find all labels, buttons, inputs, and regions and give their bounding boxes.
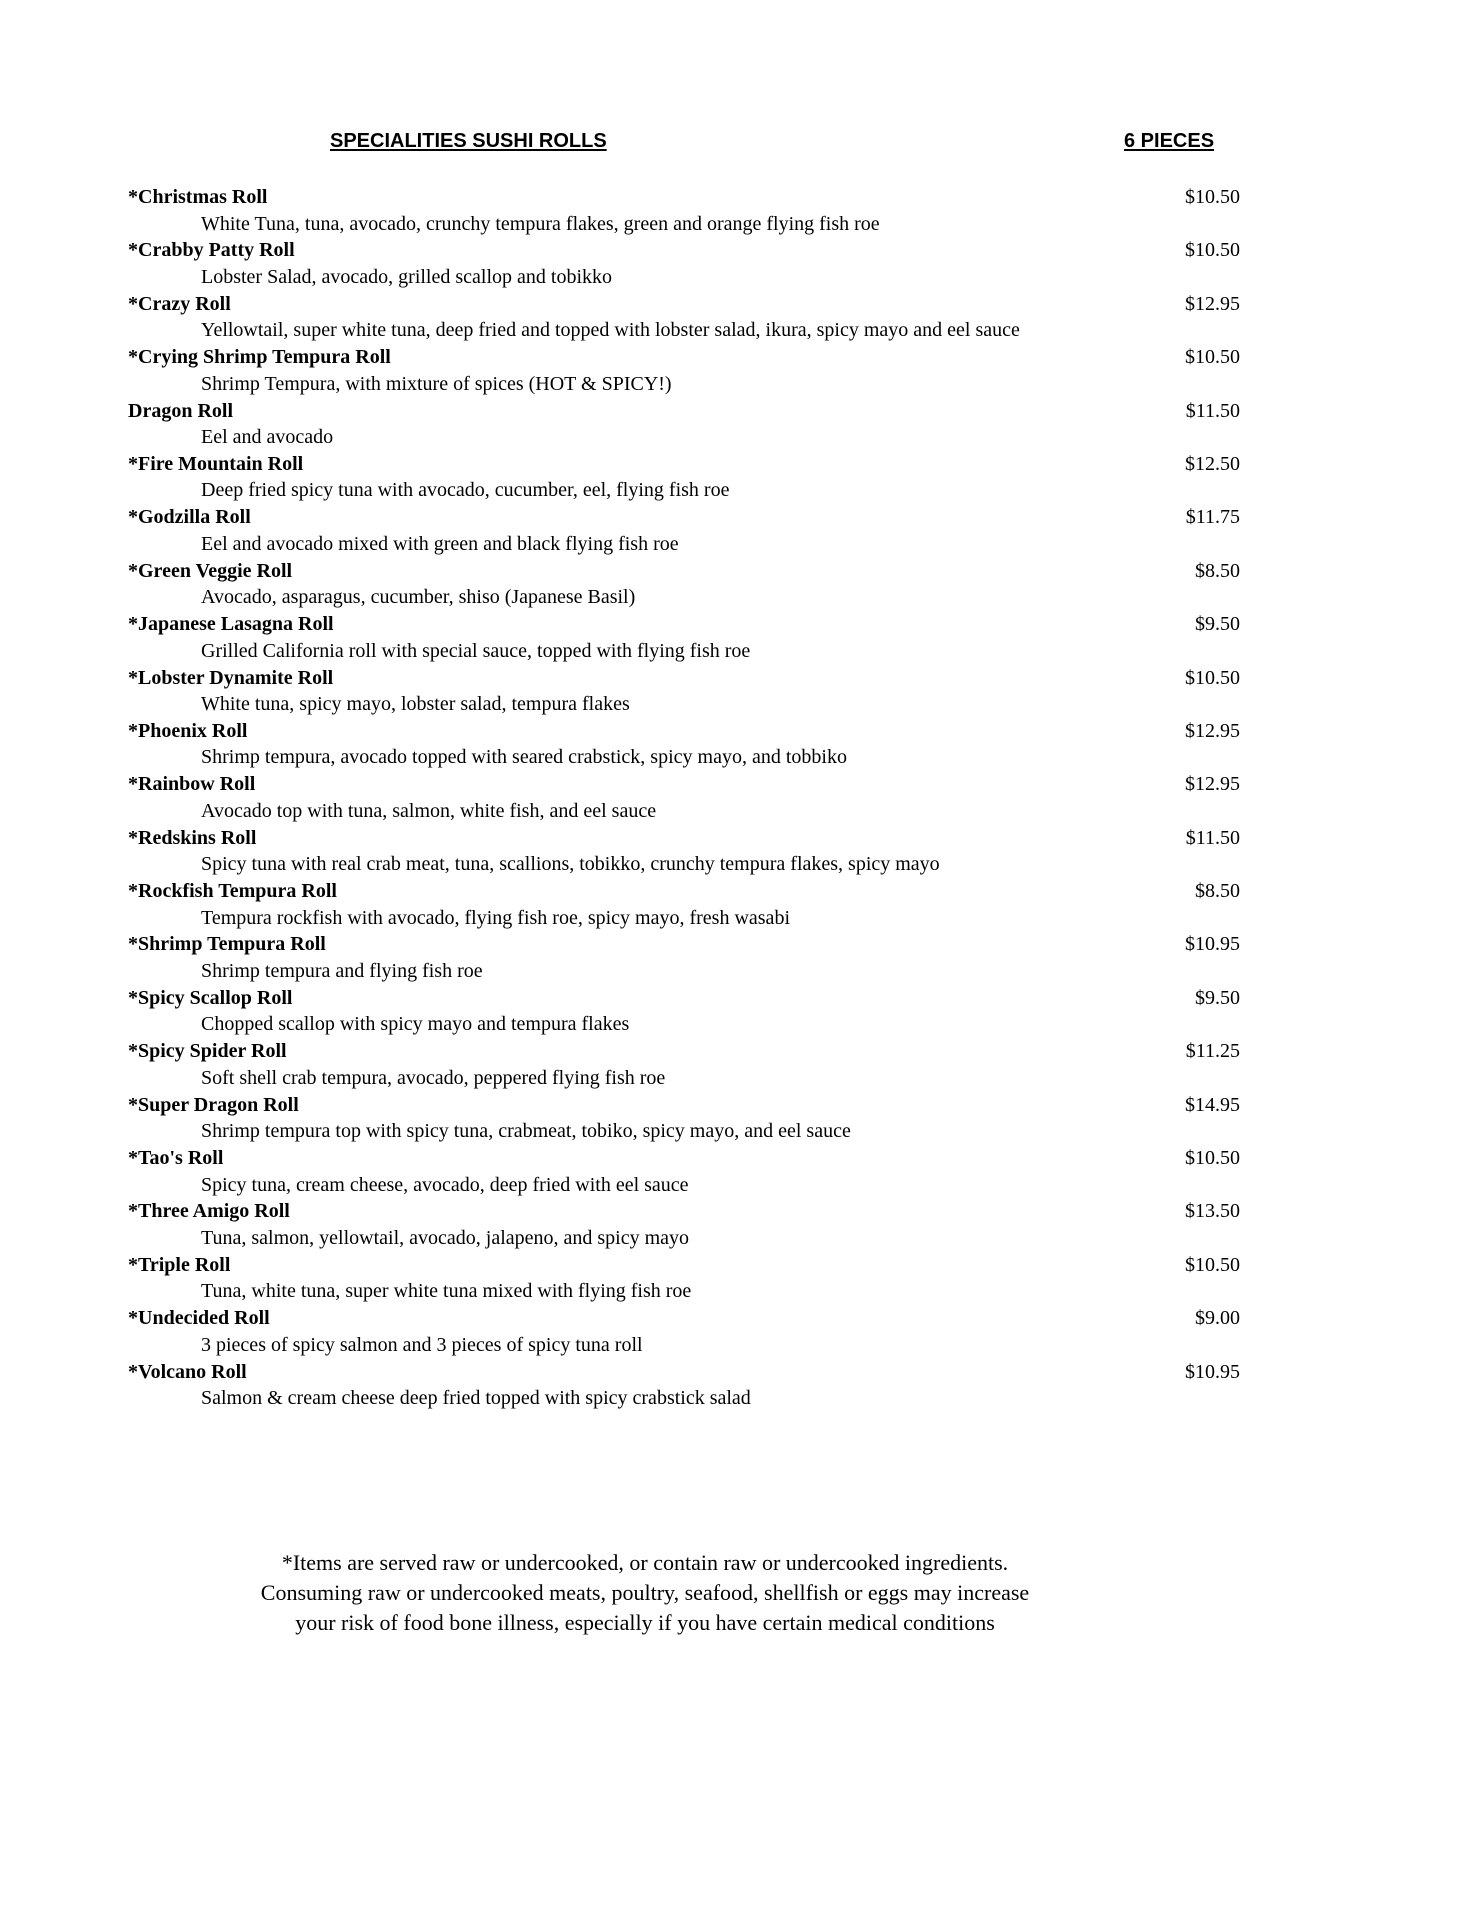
item-price: $8.50	[1195, 559, 1240, 582]
disclaimer	[130, 1548, 1160, 1638]
item-description: Shrimp tempura top with spicy tuna, crabmeat, tobiko, spicy mayo, and eel sauce	[201, 1120, 851, 1143]
item-price: $12.95	[1185, 719, 1240, 742]
item-name: *Lobster Dynamite Roll	[128, 666, 334, 689]
item-name: *Tao's Roll	[128, 1147, 224, 1170]
menu-item	[128, 398, 1240, 451]
item-name: *Godzilla Roll	[128, 506, 251, 529]
item-name: *Crazy Roll	[128, 292, 231, 315]
item-price: $8.50	[1195, 880, 1240, 903]
item-price: $11.50	[1185, 399, 1240, 422]
item-name: *Green Veggie Roll	[128, 559, 293, 582]
menu-item	[128, 771, 1240, 824]
item-description: White Tuna, tuna, avocado, crunchy tempura flakes, green and orange flying fish roe	[201, 212, 880, 235]
disclaimer-line: Consuming raw or undercooked meats, poultry, seafood, shellfish or eggs may increase	[260, 1580, 1030, 1605]
item-price: $9.50	[1195, 613, 1240, 636]
item-description: Grilled California roll with special sauce, topped with flying fish roe	[201, 639, 751, 662]
item-name: *Rockfish Tempura Roll	[128, 880, 337, 903]
item-name: *Phoenix Roll	[128, 719, 248, 742]
item-description: Shrimp Tempura, with mixture of spices (HOT & SPICY!)	[201, 372, 672, 395]
item-price: $9.00	[1195, 1307, 1240, 1330]
item-price: $10.95	[1185, 933, 1240, 956]
menu-item	[128, 1145, 1240, 1198]
item-name: *Three Amigo Roll	[128, 1200, 290, 1223]
item-description: Avocado, asparagus, cucumber, shiso (Japanese Basil)	[201, 586, 636, 609]
item-name: *Spicy Scallop Roll	[128, 986, 293, 1009]
pieces-header: 6 PIECES	[1124, 130, 1215, 152]
item-name: *Crabby Patty Roll	[128, 239, 295, 262]
menu-item	[128, 825, 1240, 878]
item-price: $10.95	[1185, 1360, 1240, 1383]
item-name: *Undecided Roll	[128, 1307, 270, 1330]
item-description: Eel and avocado mixed with green and black flying fish roe	[201, 532, 679, 555]
menu-item	[128, 1092, 1240, 1145]
menu-item	[128, 1305, 1240, 1358]
item-price: $10.50	[1185, 346, 1240, 369]
menu-item	[128, 558, 1240, 611]
item-name: *Super Dragon Roll	[128, 1093, 299, 1116]
disclaimer-line: your risk of food bone illness, especially if you have certain medical conditions	[295, 1610, 995, 1635]
item-name: *Redskins Roll	[128, 826, 257, 849]
item-price: $12.95	[1185, 773, 1240, 796]
item-name: *Shrimp Tempura Roll	[128, 933, 326, 956]
item-description: Yellowtail, super white tuna, deep fried and topped with lobster salad, ikura, spicy mayo and eel sauce	[201, 319, 1020, 342]
item-description: Shrimp tempura, avocado topped with seared crabstick, spicy mayo, and tobbiko	[201, 746, 847, 769]
item-name: *Japanese Lasagna Roll	[128, 613, 334, 636]
item-price: $11.75	[1185, 506, 1240, 529]
item-name: *Crying Shrimp Tempura Roll	[128, 346, 391, 369]
item-price: $12.95	[1185, 292, 1240, 315]
menu-item	[128, 1038, 1240, 1091]
item-description: Shrimp tempura and flying fish roe	[201, 959, 483, 982]
menu-item	[128, 1198, 1240, 1251]
menu-item	[128, 611, 1240, 664]
menu-item	[128, 718, 1240, 771]
item-description: Tempura rockfish with avocado, flying fish roe, spicy mayo, fresh wasabi	[201, 906, 790, 929]
item-price: $14.95	[1185, 1093, 1240, 1116]
menu-item	[128, 878, 1240, 931]
menu-item	[128, 665, 1240, 718]
item-description: Deep fried spicy tuna with avocado, cucumber, eel, flying fish roe	[201, 479, 730, 502]
item-description: Tuna, salmon, yellowtail, avocado, jalapeno, and spicy mayo	[201, 1226, 690, 1249]
item-price: $10.50	[1185, 1147, 1240, 1170]
menu-item	[128, 985, 1240, 1038]
disclaimer-line: *Items are served raw or undercooked, or contain raw or undercooked ingredients.	[281, 1550, 1009, 1575]
item-description: Eel and avocado	[201, 426, 334, 449]
menu-item	[128, 931, 1240, 984]
menu-item	[128, 344, 1240, 397]
item-price: $10.50	[1185, 186, 1240, 208]
item-description: Spicy tuna with real crab meat, tuna, scallions, tobikko, crunchy tempura flakes, spicy mayo	[201, 853, 940, 876]
menu-item	[128, 1252, 1240, 1305]
item-name: *Volcano Roll	[128, 1360, 247, 1383]
item-description: 3 pieces of spicy salmon and 3 pieces of spicy tuna roll	[201, 1333, 643, 1356]
item-price: $10.50	[1185, 239, 1240, 262]
item-description: White tuna, spicy mayo, lobster salad, tempura flakes	[201, 693, 630, 716]
item-price: $10.50	[1185, 1253, 1240, 1276]
item-price: $13.50	[1185, 1200, 1240, 1223]
item-name: *Triple Roll	[128, 1253, 231, 1276]
menu-item	[128, 504, 1240, 557]
item-price: $9.50	[1195, 986, 1240, 1009]
menu-item	[128, 291, 1240, 344]
item-name: *Rainbow Roll	[128, 773, 256, 796]
menu-item	[128, 1359, 1240, 1412]
menu-item	[128, 184, 1240, 237]
item-description: Soft shell crab tempura, avocado, peppered flying fish roe	[201, 1066, 666, 1089]
menu-item	[128, 451, 1240, 504]
item-description: Tuna, white tuna, super white tuna mixed with flying fish roe	[201, 1280, 692, 1303]
item-name: *Spicy Spider Roll	[128, 1040, 287, 1063]
item-name: *Fire Mountain Roll	[128, 452, 304, 475]
item-price: $10.50	[1185, 666, 1240, 689]
item-name: *Christmas Roll	[128, 186, 268, 208]
item-price: $12.50	[1185, 452, 1240, 475]
menu-title: SPECIALITIES SUSHI ROLLS	[330, 130, 607, 152]
menu-list	[128, 184, 1240, 1412]
item-description: Chopped scallop with spicy mayo and tempura flakes	[201, 1013, 630, 1036]
item-price: $11.25	[1185, 1040, 1240, 1063]
item-description: Avocado top with tuna, salmon, white fish, and eel sauce	[201, 799, 657, 822]
item-description: Lobster Salad, avocado, grilled scallop and tobikko	[201, 265, 613, 288]
item-description: Spicy tuna, cream cheese, avocado, deep fried with eel sauce	[201, 1173, 689, 1196]
item-description: Salmon & cream cheese deep fried topped with spicy crabstick salad	[201, 1387, 751, 1410]
item-price: $11.50	[1185, 826, 1240, 849]
menu-item	[128, 237, 1240, 290]
item-name: Dragon Roll	[128, 399, 233, 422]
